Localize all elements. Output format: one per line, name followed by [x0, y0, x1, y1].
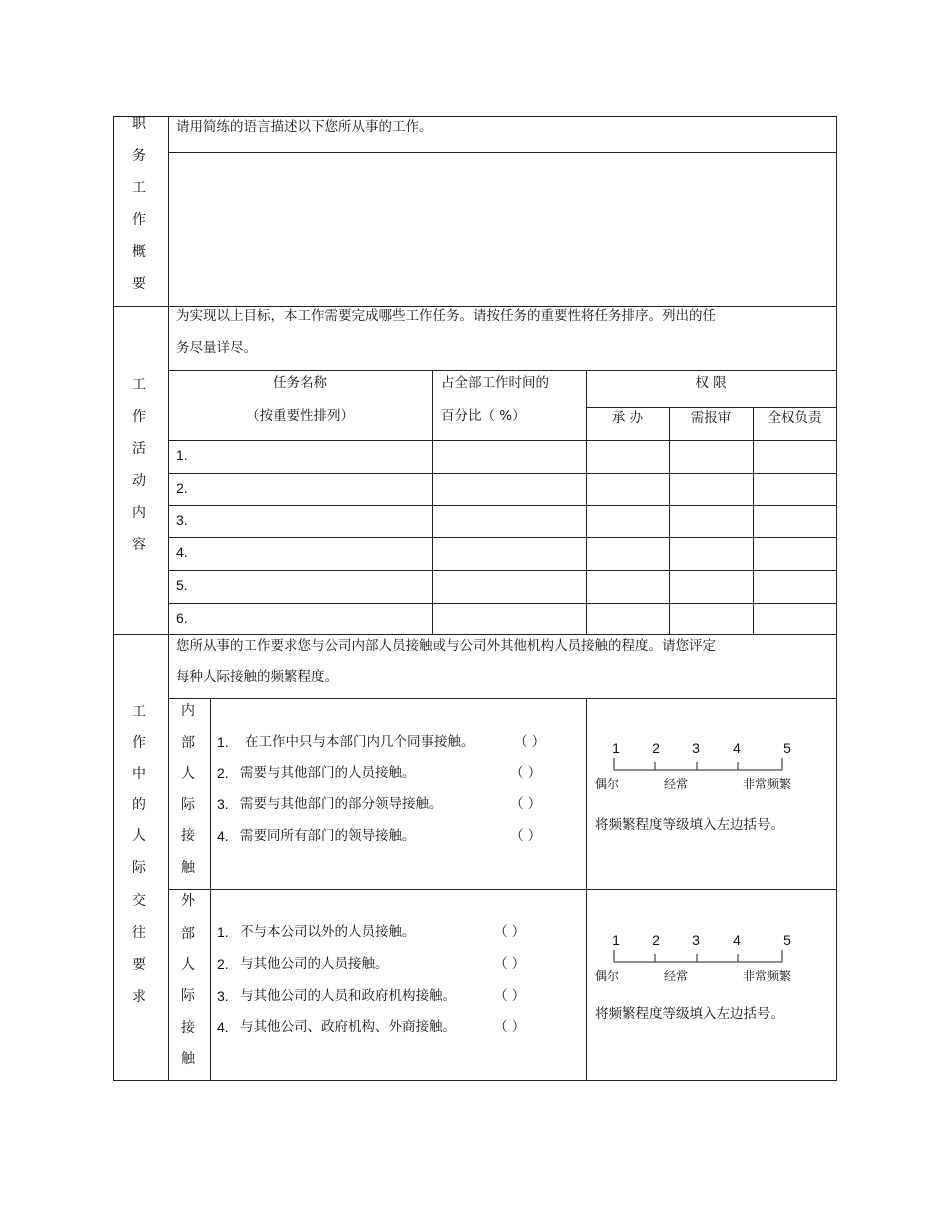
external-item-answer-paren[interactable]: （ ） — [494, 956, 526, 972]
section-label-char: 中 — [132, 766, 146, 782]
divider — [168, 473, 836, 474]
external-item-text: 与其他公司的人员接触。 — [240, 956, 389, 972]
header-task-name: 任务名称 — [273, 375, 327, 391]
scale-number: 5 — [783, 740, 791, 756]
label-column-divider — [168, 116, 169, 1081]
section-label-char: 求 — [132, 989, 146, 1005]
external-item-number: 1. — [217, 924, 229, 940]
external-item-number: 2. — [217, 956, 229, 972]
divider — [586, 407, 836, 408]
section-label-char: 工 — [132, 704, 146, 720]
divider — [168, 152, 836, 153]
divider — [113, 306, 837, 307]
divider — [586, 698, 587, 1080]
scale-axis — [610, 756, 790, 772]
section-label-char: 要 — [132, 957, 146, 973]
divider — [113, 634, 837, 635]
scale-instruction: 将频繁程度等级填入左边括号。 — [595, 1006, 784, 1022]
section-label-char: 际 — [132, 860, 146, 876]
section-label-char: 的 — [132, 797, 146, 813]
header-auth-full: 全权负责 — [767, 410, 822, 426]
job-summary-prompt: 请用简练的语言描述以下您所从事的工作。 — [176, 119, 433, 135]
divider — [168, 603, 836, 604]
activities-prompt-line2: 务尽量详尽。 — [176, 340, 257, 356]
section-label-char: 交 — [132, 893, 146, 909]
divider — [753, 407, 754, 634]
external-item-text: 不与本公司以外的人员接触。 — [240, 924, 416, 940]
external-label-char: 接 — [181, 1020, 195, 1036]
header-time-pct-line2: 百分比（ %） — [441, 408, 526, 424]
section-label-char: 要 — [132, 276, 146, 292]
task-row-number: 4. — [176, 544, 188, 560]
scale-label-often: 经常 — [664, 777, 689, 791]
header-authority: 权 限 — [695, 375, 727, 391]
scale-label-very-often: 非常频繁 — [743, 969, 792, 983]
scale-label-often: 经常 — [664, 969, 689, 983]
task-row-number: 5. — [176, 577, 188, 593]
section-label-char: 职 — [132, 116, 146, 132]
divider — [168, 698, 836, 699]
internal-item-text: 需要与其他部门的部分领导接触。 — [240, 796, 443, 812]
internal-label-char: 际 — [181, 797, 195, 813]
internal-label-char: 部 — [181, 735, 195, 751]
scale-label-rarely: 偶尔 — [595, 777, 620, 791]
internal-item-text: 在工作中只与本部门内几个同事接触。 — [245, 734, 475, 750]
interpersonal-prompt-line2: 每种人际接触的频繁程度。 — [176, 669, 338, 685]
header-task-name-note: （按重要性排列） — [246, 408, 354, 424]
header-auth-review: 需报审 — [690, 410, 732, 426]
internal-item-text: 需要同所有部门的领导接触。 — [240, 828, 416, 844]
scale-number: 3 — [692, 740, 700, 756]
section-label-char: 作 — [132, 735, 146, 751]
internal-item-number: 3. — [217, 796, 229, 812]
divider — [669, 407, 670, 634]
internal-item-text: 需要与其他部门的人员接触。 — [240, 765, 416, 781]
scale-number: 4 — [733, 932, 741, 948]
task-row-number: 3. — [176, 512, 188, 528]
interpersonal-prompt-line1: 您所从事的工作要求您与公司内部人员接触或与公司外其他机构人员接触的程度。请您评定 — [176, 638, 716, 654]
internal-label-char: 触 — [181, 860, 195, 876]
scale-label-very-often: 非常频繁 — [743, 777, 792, 791]
header-time-pct-line1: 占全部工作时间的 — [441, 375, 549, 391]
table-border-left — [113, 116, 114, 1081]
external-label-char: 际 — [181, 988, 195, 1004]
internal-label-char: 内 — [181, 703, 195, 719]
external-item-text: 与其他公司、政府机构、外商接触。 — [240, 1019, 456, 1035]
task-row-number: 1. — [176, 447, 188, 463]
divider — [168, 570, 836, 571]
activities-prompt-line1: 为实现以上目标，本工作需要完成哪些工作任务。请按任务的重要性将任务排序。列出的任 — [176, 308, 716, 324]
external-label-char: 部 — [181, 926, 195, 942]
external-item-answer-paren[interactable]: （ ） — [494, 988, 526, 1004]
internal-item-number: 4. — [217, 828, 229, 844]
scale-label-rarely: 偶尔 — [595, 969, 620, 983]
scale-number: 2 — [652, 932, 660, 948]
section-label-char: 内 — [132, 505, 146, 521]
external-item-text: 与其他公司的人员和政府机构接触。 — [240, 988, 456, 1004]
scale-number: 1 — [612, 740, 620, 756]
internal-item-answer-paren[interactable]: （ ） — [514, 734, 546, 750]
internal-item-answer-paren[interactable]: （ ） — [510, 765, 542, 781]
divider — [432, 370, 433, 634]
header-auth-handle: 承 办 — [611, 410, 644, 426]
external-label-char: 人 — [181, 957, 195, 973]
section-label-char: 往 — [132, 925, 146, 941]
divider — [168, 370, 836, 371]
internal-item-answer-paren[interactable]: （ ） — [510, 828, 542, 844]
table-border-bottom — [113, 1080, 837, 1081]
job-summary-answer-area[interactable] — [172, 156, 832, 302]
scale-instruction: 将频繁程度等级填入左边括号。 — [595, 817, 784, 833]
scale-number: 5 — [783, 932, 791, 948]
internal-label-char: 接 — [181, 828, 195, 844]
table-border-top — [113, 116, 837, 117]
external-label-char: 触 — [181, 1051, 195, 1067]
internal-item-number: 2. — [217, 765, 229, 781]
table-border-right — [836, 116, 837, 1081]
section-label-char: 活 — [132, 441, 146, 457]
section-label-char: 作 — [132, 212, 146, 228]
external-label-char: 外 — [181, 893, 195, 909]
section-label-char: 动 — [132, 473, 146, 489]
scale-axis — [610, 948, 790, 964]
divider — [168, 505, 836, 506]
divider — [168, 537, 836, 538]
internal-label-char: 人 — [181, 766, 195, 782]
task-row-number: 2. — [176, 480, 188, 496]
divider — [210, 698, 211, 1080]
internal-item-answer-paren[interactable]: （ ） — [510, 796, 542, 812]
section-label-char: 概 — [132, 244, 146, 260]
section-label-char: 容 — [132, 537, 146, 553]
scale-number: 1 — [612, 932, 620, 948]
external-item-number: 4. — [217, 1019, 229, 1035]
divider — [168, 440, 836, 441]
scale-number: 4 — [733, 740, 741, 756]
section-label-char: 工 — [132, 180, 146, 196]
task-row-number: 6. — [176, 610, 188, 626]
scale-number: 3 — [692, 932, 700, 948]
section-label-char: 人 — [132, 828, 146, 844]
section-label-char: 作 — [132, 409, 146, 425]
section-label-char: 务 — [132, 148, 146, 164]
internal-item-number: 1. — [217, 734, 229, 750]
scale-number: 2 — [652, 740, 660, 756]
external-item-number: 3. — [217, 988, 229, 1004]
external-item-answer-paren[interactable]: （ ） — [494, 924, 526, 940]
section-label-char: 工 — [132, 377, 146, 393]
external-item-answer-paren[interactable]: （ ） — [494, 1019, 526, 1035]
divider — [168, 889, 836, 890]
